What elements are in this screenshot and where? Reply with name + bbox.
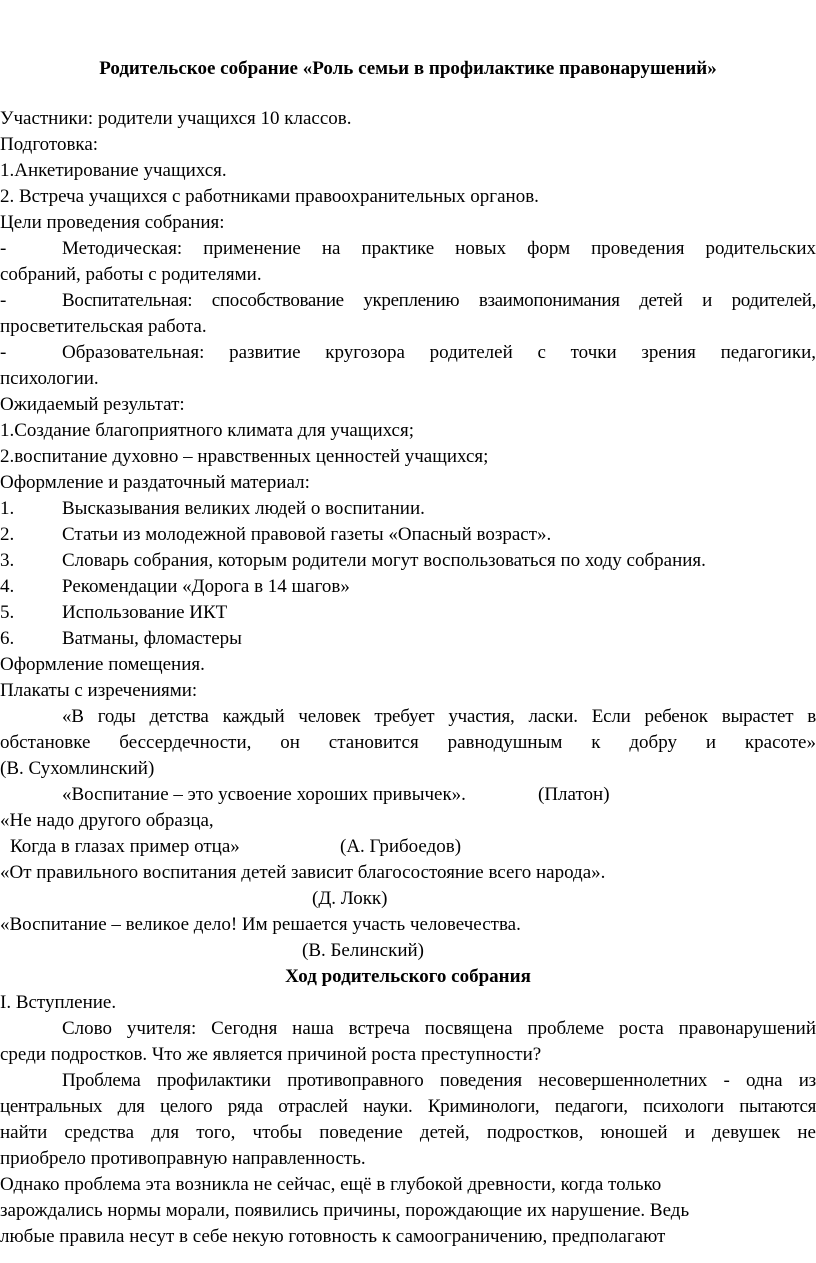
- quote-author: (В. Белинский): [302, 940, 424, 961]
- quote-item: [0, 782, 816, 808]
- quote-text: «В годы детства каждый человек требует участия, ласки. Если ребенок вырастет в: [62, 706, 816, 727]
- quote-author: (Д. Локк): [312, 888, 388, 909]
- quote-text: «Воспитание – великое дело! Им решается участь человечества.: [0, 914, 521, 935]
- goal-text-cont: собраний, работы с родителями.: [0, 264, 262, 285]
- material-text: Статьи из молодежной правовой газеты «Опасный возраст».: [62, 524, 552, 545]
- material-text: Ватманы, фломастеры: [62, 628, 242, 649]
- paragraph-line: центральных для целого ряда отраслей науки. Криминологи, педагоги, психологи пытаются: [0, 1096, 816, 1117]
- goal-text-cont: просветительская работа.: [0, 316, 207, 337]
- prep-heading: Подготовка:: [0, 134, 99, 155]
- material-number: 3.: [0, 550, 15, 571]
- material-text: Словарь собрания, которым родители могут воспользоваться по ходу собрания.: [62, 550, 706, 571]
- paragraph-line: Проблема профилактики противоправного поведения несовершеннолетних - одна из: [62, 1070, 816, 1091]
- material-item: [0, 548, 816, 574]
- result-item: 1.Создание благоприятного климата для учащихся;: [0, 420, 415, 441]
- goal-item: [0, 236, 816, 262]
- paragraph-line: Слово учителя: Сегодня наша встреча посвящена проблеме роста правонарушений: [62, 1018, 816, 1039]
- goal-item: [0, 288, 816, 314]
- paragraph-line: приобрело противоправную направленность.: [0, 1148, 366, 1169]
- room-heading: Оформление помещения.: [0, 654, 205, 675]
- intro-heading: I. Вступление.: [0, 992, 117, 1013]
- goal-text-cont: психологии.: [0, 368, 99, 389]
- goal-bullet: -: [0, 342, 7, 363]
- quote-text: «Воспитание – это усвоение хороших привычек».: [62, 784, 466, 805]
- section-heading: Ход родительского собрания: [285, 966, 531, 987]
- quote-author: (А. Грибоедов): [340, 836, 462, 857]
- material-item: [0, 574, 816, 600]
- material-number: 5.: [0, 602, 15, 623]
- quote-author: (В. Сухомлинский): [0, 758, 155, 779]
- result-item: 2.воспитание духовно – нравственных ценностей учащихся;: [0, 446, 489, 467]
- material-number: 1.: [0, 498, 15, 519]
- quote-text: «Не надо другого образца,: [0, 810, 214, 831]
- goal-item: [0, 340, 816, 366]
- paragraph-line: найти средства для того, чтобы поведение детей, подростков, юношей и девушек не: [0, 1122, 816, 1143]
- goal-text: Образовательная: развитие кругозора родителей с точки зрения педагогики,: [62, 342, 816, 363]
- posters-heading: Плакаты с изречениями:: [0, 680, 198, 701]
- paragraph-line: зарождались нормы морали, появились причины, порождающие их нарушение. Ведь: [0, 1200, 690, 1221]
- goals-heading: Цели проведения собрания:: [0, 212, 225, 233]
- material-text: Использование ИКТ: [62, 602, 228, 623]
- prep-item: 1.Анкетирование учащихся.: [0, 160, 227, 181]
- prep-item: 2. Встреча учащихся с работниками правоохранительных органов.: [0, 186, 539, 207]
- material-number: 6.: [0, 628, 15, 649]
- quote-text: Когда в глазах пример отца»: [10, 836, 240, 857]
- material-text: Высказывания великих людей о воспитании.: [62, 498, 425, 519]
- paragraph-line: любые правила несут в себе некую готовность к самоограничению, предполагают: [0, 1226, 666, 1247]
- material-item: [0, 600, 816, 626]
- material-text: Рекомендации «Дорога в 14 шагов»: [62, 576, 350, 597]
- goal-bullet: -: [0, 290, 7, 311]
- material-item: [0, 626, 816, 652]
- goal-bullet: -: [0, 238, 7, 259]
- quote-text: обстановке бессердечности, он становится равнодушным к добру и красоте»: [0, 732, 816, 753]
- quote-text: «От правильного воспитания детей зависит благосостояние всего народа».: [0, 862, 606, 883]
- material-item: [0, 496, 816, 522]
- goal-text: Воспитательная: способствование укреплению взаимопонимания детей и родителей,: [62, 290, 816, 311]
- quote-item: [0, 938, 816, 964]
- result-heading: Ожидаемый результат:: [0, 394, 185, 415]
- material-item: [0, 522, 816, 548]
- quote-item: [0, 834, 816, 860]
- goal-text: Методическая: применение на практике новых форм проведения родительских: [62, 238, 816, 259]
- material-number: 2.: [0, 524, 15, 545]
- paragraph-line: Однако проблема эта возникла не сейчас, ещё в глубокой древности, когда только: [0, 1174, 662, 1195]
- materials-heading: Оформление и раздаточный материал:: [0, 472, 310, 493]
- quote-author: (Платон): [538, 784, 610, 805]
- document-title: Родительское собрание «Роль семьи в профилактике правонарушений»: [99, 58, 717, 79]
- paragraph-line: среди подростков. Что же является причиной роста преступности?: [0, 1044, 542, 1065]
- material-number: 4.: [0, 576, 15, 597]
- quote-item: [0, 886, 816, 912]
- participants-line: Участники: родители учащихся 10 классов.: [0, 108, 352, 129]
